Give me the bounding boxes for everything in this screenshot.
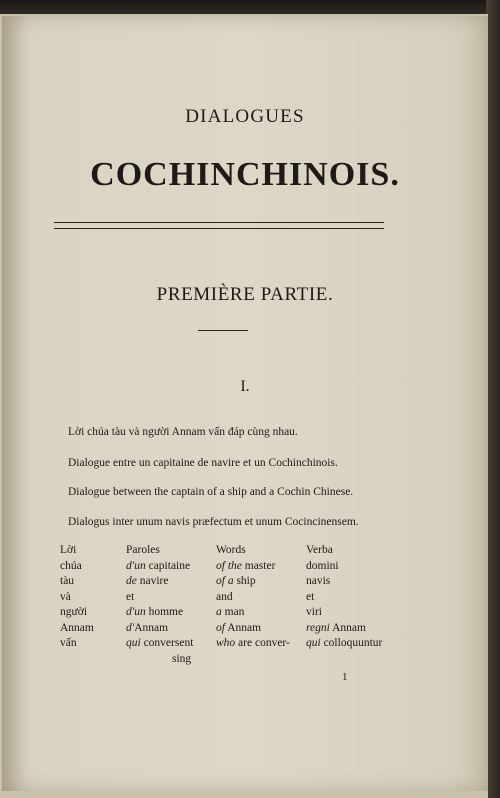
title-french: Dialogue entre un capitaine de navire et un Cochinchinois. bbox=[68, 457, 338, 469]
french-gloss: d'un homme bbox=[126, 606, 184, 618]
english-gloss: and bbox=[216, 590, 233, 603]
annam-word: và bbox=[60, 590, 71, 603]
hyphen-continuation: sing bbox=[172, 653, 192, 665]
latin-gloss: et bbox=[306, 590, 315, 603]
dark-backdrop-right bbox=[486, 0, 500, 798]
title-english: Dialogue between the captain of a ship and a Cochin Chinese. bbox=[68, 486, 354, 498]
french-gloss: d'Annam bbox=[126, 621, 169, 634]
annam-word: vấn bbox=[60, 637, 77, 649]
annam-word: chúa bbox=[60, 559, 82, 572]
page-gutter-shadow bbox=[2, 16, 28, 791]
latin-gloss: domini bbox=[306, 559, 339, 572]
english-gloss: of Annam bbox=[216, 621, 262, 634]
english-gloss: of the master bbox=[216, 559, 276, 572]
english-gloss: a man bbox=[216, 606, 245, 618]
french-gloss: qui conversent bbox=[126, 637, 194, 649]
double-rule bbox=[54, 222, 384, 229]
french-gloss: Paroles bbox=[126, 544, 160, 556]
title-large: COCHINCHINOIS. bbox=[90, 156, 400, 193]
title-small: DIALOGUES bbox=[185, 106, 305, 127]
annam-word: người bbox=[60, 606, 88, 618]
annam-word: tàu bbox=[60, 575, 75, 587]
french-gloss: et bbox=[126, 590, 135, 603]
annam-word: Lời bbox=[60, 544, 77, 556]
english-gloss: Words bbox=[216, 544, 246, 556]
short-rule bbox=[198, 330, 248, 331]
latin-gloss: Verba bbox=[306, 544, 333, 556]
book-page bbox=[2, 16, 488, 791]
section-numeral: I. bbox=[240, 378, 250, 395]
french-gloss: de navire bbox=[126, 575, 169, 587]
english-gloss: of a ship bbox=[216, 575, 256, 587]
english-gloss: who are conver- bbox=[216, 637, 290, 649]
latin-gloss: navis bbox=[306, 575, 331, 587]
page-number: 1 bbox=[342, 671, 348, 683]
french-gloss: d'un capitaine bbox=[126, 559, 191, 572]
part-title: PREMIÈRE PARTIE. bbox=[156, 284, 334, 305]
latin-gloss: qui colloquuntur bbox=[306, 637, 383, 649]
latin-gloss: regni Annam bbox=[306, 621, 366, 634]
latin-gloss: viri bbox=[306, 606, 322, 618]
annam-word: Annam bbox=[60, 621, 94, 634]
title-latin: Dialogus inter unum navis præfectum et unum Cocincinensem. bbox=[68, 516, 359, 528]
title-annamese: Lời chúa tàu và người Annam vấn đáp cùng nhau. bbox=[68, 426, 298, 438]
